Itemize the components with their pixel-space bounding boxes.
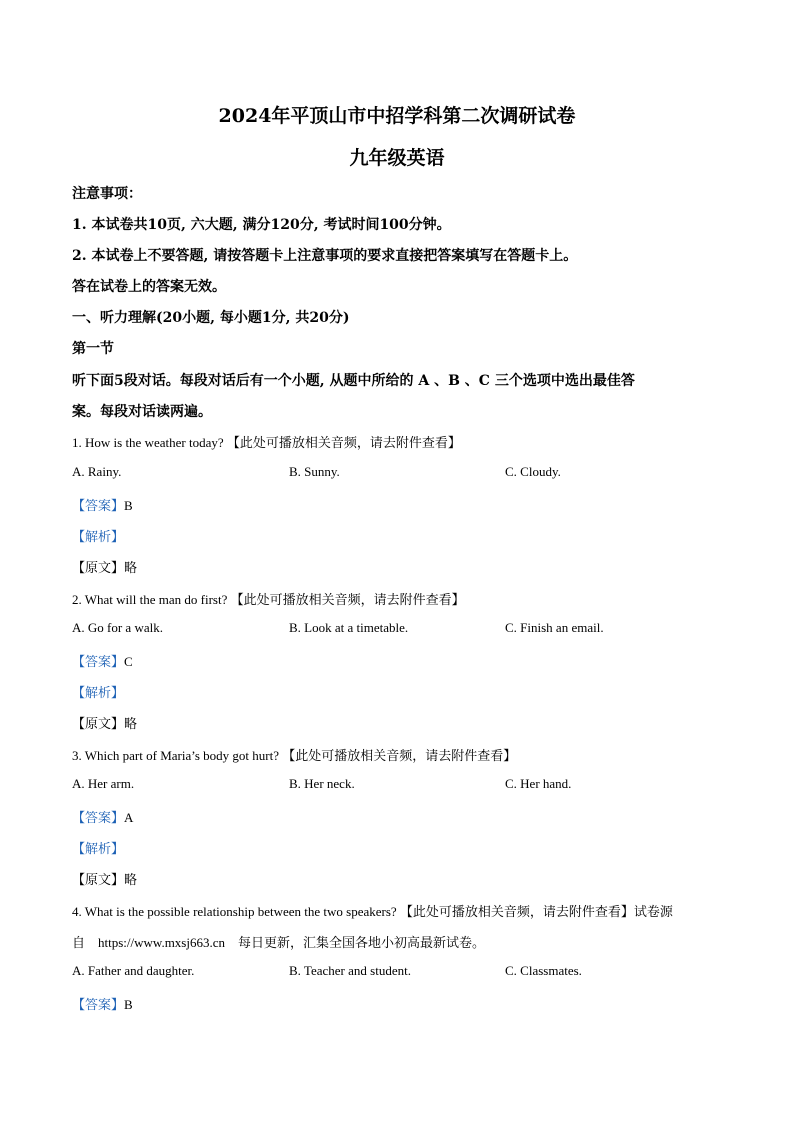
question-3-option-a: A. Her arm. (72, 776, 135, 791)
question-4-option-a: A. Father and daughter. (72, 963, 195, 978)
question-3-option-b: B. Her neck. (289, 776, 355, 791)
notice-heading: 注意事项： (72, 186, 142, 202)
question-3-answer: A (124, 810, 134, 825)
answer-label: 【答案】 (72, 655, 125, 670)
question-1-option-a: A. Rainy. (72, 464, 122, 479)
analysis-label: 【解析】 (72, 530, 125, 545)
question-1-option-b: B. Sunny. (289, 464, 340, 479)
question-1-stem: 1. How is the weather today? 【此处可播放相关音频，请去附件查看】 (72, 435, 461, 450)
question-2-analysis-row (72, 682, 124, 701)
answer-label: 【答案】 (72, 499, 125, 514)
section-part: 第一节 (72, 341, 114, 357)
exam-subtitle: 九年级英语 (349, 147, 445, 169)
question-2-stem: 2. What will the man do first? 【此处可播放相关音频，请去附件查看】 (72, 592, 465, 607)
analysis-label: 【解析】 (72, 842, 125, 857)
question-1-option-c: C. Cloudy. (505, 464, 561, 479)
analysis-label: 【解析】 (72, 686, 125, 701)
original-label: 【原文】 (72, 561, 125, 576)
exam-title: 2024年平顶山市中招学科第二次调研试卷 (218, 105, 576, 127)
question-2-option-b: B. Look at a timetable. (289, 620, 409, 635)
original-value: 略 (124, 873, 138, 888)
question-1-original-row (72, 557, 137, 576)
question-2-original-row (72, 713, 137, 732)
question-3-option-c: C. Her hand. (505, 776, 572, 791)
question-2-answer-row (72, 651, 133, 670)
question-4-option-c: C. Classmates. (505, 963, 582, 978)
question-1-analysis-row (72, 526, 124, 545)
question-4-stem-continued: 自 https://www.mxsj663.cn 每日更新，汇集全国各地小初高最新试卷。 (72, 935, 485, 950)
question-3-stem: 3. Which part of Maria’s body got hurt? 【此处可播放相关音频，请去附件查看】 (72, 748, 517, 763)
question-4-option-b: B. Teacher and student. (289, 963, 411, 978)
instruction-line-1: 听下面5段对话。每段对话后有一个小题, 从题中所给的 A 、B 、C 三个选项中选出最佳答 (72, 373, 635, 389)
question-3-answer-row (72, 807, 133, 826)
question-2-option-a: A. Go for a walk. (72, 620, 163, 635)
answer-label: 【答案】 (72, 998, 125, 1013)
question-2-answer: C (124, 654, 133, 669)
original-label: 【原文】 (72, 717, 125, 732)
original-value: 略 (124, 717, 138, 732)
question-3-original-row (72, 869, 137, 888)
section-heading: 一、听力理解(20小题, 每小题1分, 共20分) (72, 310, 350, 326)
original-label: 【原文】 (72, 873, 125, 888)
notice-item-2: 2. 本试卷上不要答题, 请按答题卡上注意事项的要求直接把答案填写在答题卡上。 (72, 248, 578, 264)
question-1-answer: B (124, 498, 133, 513)
question-4-stem: 4. What is the possible relationship between the two speakers? 【此处可播放相关音频，请去附件查看】试卷源 (72, 904, 673, 919)
notice-item-3: 答在试卷上的答案无效。 (72, 279, 226, 295)
instruction-line-2: 案。每段对话读两遍。 (72, 404, 212, 420)
answer-label: 【答案】 (72, 811, 125, 826)
question-3-analysis-row (72, 838, 124, 857)
question-2-option-c: C. Finish an email. (505, 620, 604, 635)
question-4-answer: B (124, 997, 133, 1012)
question-1-answer-row (72, 495, 133, 514)
original-value: 略 (124, 561, 138, 576)
question-4-answer-row (72, 994, 133, 1013)
notice-item-1: 1. 本试卷共10页, 六大题, 满分120分, 考试时间100分钟。 (72, 217, 451, 233)
